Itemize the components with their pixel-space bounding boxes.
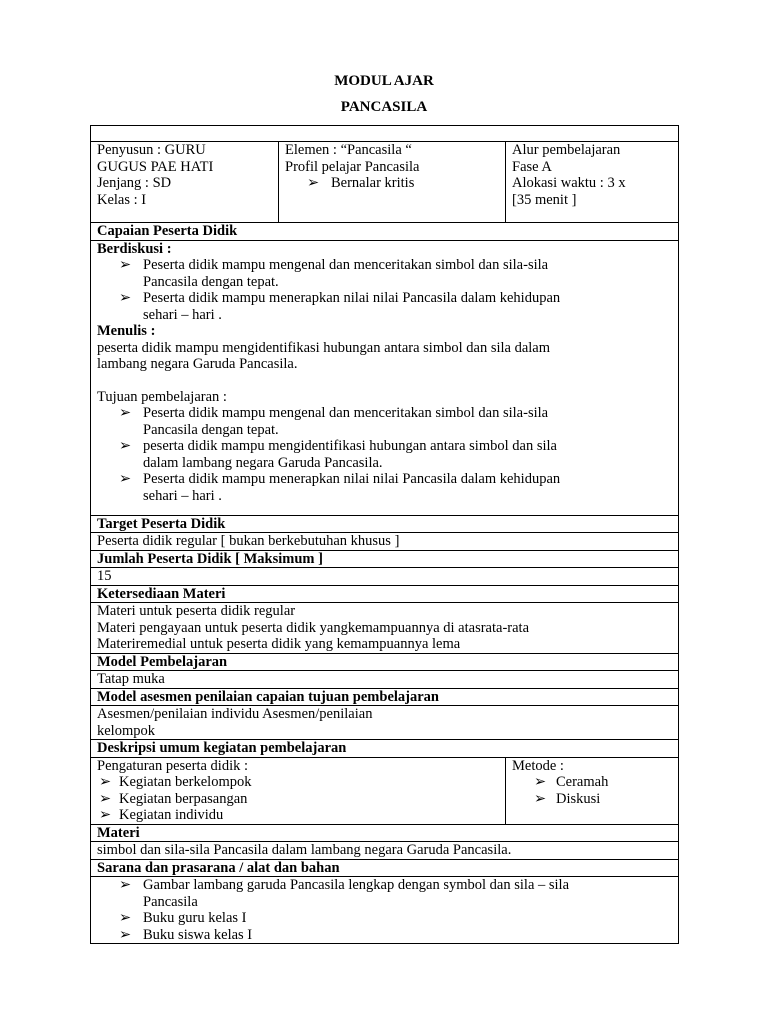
- list-item: ➢ Bernalar kritis: [307, 175, 415, 191]
- arrow-bullet-icon: ➢: [99, 774, 112, 790]
- metode-label: Metode :: [512, 757, 564, 774]
- arrow-bullet-icon: ➢: [534, 790, 547, 807]
- list-item: ➢ Peserta didik mampu mengenal dan menceritakan simbol dan sila-sila Pancasila dengan tepat.: [119, 405, 549, 438]
- info-alur-cell: [506, 142, 679, 223]
- arrow-bullet-icon: ➢: [119, 471, 132, 487]
- ketersediaan-line: Materiremedial untuk peserta didik yang kemampuannya lema: [97, 636, 461, 652]
- section-heading-target: Target Peserta Didik: [91, 515, 679, 533]
- metode-cell: [506, 757, 679, 824]
- section-heading-ketersediaan: Ketersediaan Materi: [91, 585, 679, 603]
- arrow-bullet-icon: ➢: [119, 438, 132, 454]
- materi-text: simbol dan sila-sila Pancasila dalam lambang negara Garuda Pancasila.: [91, 842, 679, 860]
- list-item: ➢ Kegiatan berkelompok: [99, 774, 252, 790]
- jumlah-value: 15: [91, 568, 679, 586]
- arrow-bullet-icon: ➢: [99, 807, 112, 823]
- sarana-list: [97, 877, 672, 943]
- info-line: Alokasi waktu : 3 x: [512, 175, 626, 191]
- tujuan-list: [97, 405, 672, 504]
- section-heading-materi: Materi: [91, 824, 679, 842]
- info-line: Penyusun : GURU: [97, 142, 206, 158]
- capaian-content: [91, 240, 679, 515]
- pengaturan-cell: [91, 757, 506, 824]
- arrow-bullet-icon: ➢: [119, 290, 132, 306]
- list-item: ➢ Peserta didik mampu menerapkan nilai nilai Pancasila dalam kehidupan sehari – hari .: [119, 471, 561, 504]
- target-text: Peserta didik regular [ bukan berkebutuhan khusus ]: [91, 533, 679, 551]
- arrow-bullet-icon: ➢: [119, 910, 132, 926]
- list-item: ➢ Peserta didik mampu mengenal dan menceritakan simbol dan sila-sila Pancasila dengan tepat.: [119, 257, 549, 290]
- list-item: ➢ peserta didik mampu mengidentifikasi hubungan antara simbol dan sila dalam lambang negara Garuda Pancasila.: [119, 438, 557, 471]
- document-title: MODUL AJAR: [334, 73, 434, 89]
- arrow-bullet-icon: ➢: [119, 926, 132, 943]
- model-text: Tatap muka: [91, 671, 679, 689]
- list-item: ➢ Peserta didik mampu menerapkan nilai nilai Pancasila dalam kehidupan sehari – hari .: [119, 290, 561, 323]
- list-item: ➢ Kegiatan individu: [99, 807, 224, 823]
- info-line: Jenjang : SD: [97, 175, 172, 191]
- info-penyusun-cell: [91, 142, 279, 223]
- section-heading-jumlah: Jumlah Peserta Didik [ Maksimum ]: [91, 550, 679, 568]
- info-line: GUGUS PAE HATI: [97, 158, 214, 175]
- section-heading-deskripsi: Deskripsi umum kegiatan pembelajaran: [91, 740, 679, 758]
- modul-table: [90, 125, 679, 944]
- document-subtitle: PANCASILA: [340, 99, 428, 115]
- arrow-bullet-icon: ➢: [99, 790, 112, 807]
- asesmen-line: kelompok: [97, 722, 155, 739]
- info-line: [35 menit ]: [512, 191, 577, 208]
- metode-list: [512, 774, 672, 807]
- info-line: Fase A: [512, 158, 552, 175]
- section-heading-capaian: Capaian Peserta Didik: [91, 223, 679, 241]
- list-item: ➢ Buku siswa kelas I: [119, 926, 253, 943]
- berdiskusi-label: Berdiskusi :: [97, 240, 172, 257]
- list-item: ➢ Gambar lambang garuda Pancasila lengkap dengan symbol dan sila – sila Pancasila: [119, 877, 570, 910]
- menulis-text: peserta didik mampu mengidentifikasi hubungan antara simbol dan sila dalam: [97, 339, 551, 356]
- list-item: ➢ Buku guru kelas I: [119, 910, 247, 926]
- arrow-bullet-icon: ➢: [119, 877, 132, 893]
- berdiskusi-list: [97, 257, 672, 323]
- info-line: Elemen : “Pancasila “: [285, 142, 412, 158]
- section-heading-sarana: Sarana dan prasarana / alat dan bahan: [91, 859, 679, 877]
- ketersediaan-line: Materi untuk peserta didik regular: [97, 603, 296, 619]
- section-heading-model: Model Pembelajaran: [91, 653, 679, 671]
- info-line: Profil pelajar Pancasila: [285, 158, 420, 175]
- arrow-bullet-icon: ➢: [119, 405, 132, 421]
- info-line: Kelas : I: [97, 191, 147, 208]
- pengaturan-label: Pengaturan peserta didik :: [97, 757, 248, 774]
- elemen-bullet-list: [285, 175, 499, 192]
- list-item: ➢ Diskusi: [534, 790, 601, 807]
- list-item: ➢ Kegiatan berpasangan: [99, 790, 248, 807]
- info-line: Alur pembelajaran: [512, 142, 621, 158]
- menulis-label: Menulis :: [97, 323, 156, 339]
- section-heading-asesmen: Model asesmen penilaian capaian tujuan pembelajaran: [91, 688, 679, 706]
- sarana-content: [91, 877, 679, 944]
- arrow-bullet-icon: ➢: [307, 175, 320, 191]
- asesmen-line: Asesmen/penilaian individu Asesmen/penilaian: [97, 706, 373, 722]
- pengaturan-list: [97, 774, 499, 824]
- empty-top-row: [91, 126, 679, 142]
- ketersediaan-line: Materi pengayaan untuk peserta didik yangkemampuannya di atasrata-rata: [97, 619, 530, 636]
- menulis-text: lambang negara Garuda Pancasila.: [97, 356, 298, 372]
- info-elemen-cell: [279, 142, 506, 223]
- asesmen-content: [91, 706, 679, 740]
- list-item: ➢ Ceramah: [534, 774, 609, 790]
- tujuan-label: Tujuan pembelajaran :: [97, 388, 227, 405]
- ketersediaan-content: [91, 603, 679, 654]
- info-row: [91, 142, 679, 223]
- arrow-bullet-icon: ➢: [119, 257, 132, 273]
- arrow-bullet-icon: ➢: [534, 774, 547, 790]
